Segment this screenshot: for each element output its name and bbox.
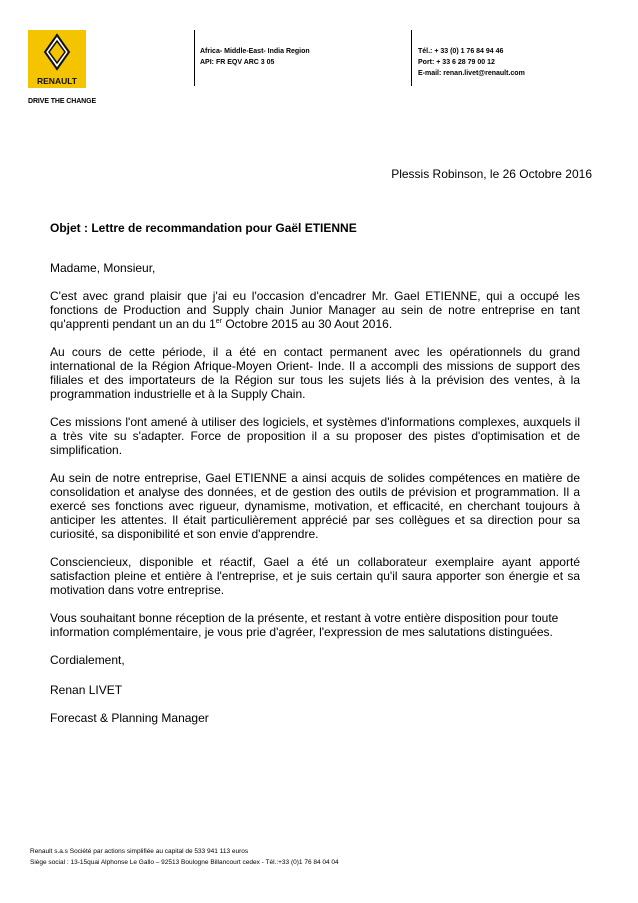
header-contact-block	[418, 46, 525, 79]
paragraph-2: Au cours de cette période, il a été en contact permanent avec les opérationnels du grand international de la Région Afrique-Moyen Orient- Inde. Il a accompli des missions de support des filiales et des importateurs de la Région sur tous les sujets liés à la prévision des ventes, à la programmation industrielle et à la Supply Chain.	[50, 345, 580, 401]
place-date: Plessis Robinson, le 26 Octobre 2016	[391, 167, 592, 181]
footer-company-info: Renault s.a.s Société par actions simplifiée au capital de 533 941 113 euros	[30, 848, 249, 855]
port-number: Port: + 33 6 28 79 00 12	[418, 59, 495, 66]
tel-number: Tél.: + 33 (0) 1 76 84 94 46	[418, 48, 504, 55]
region-name: Africa- Middle-East- India Region	[200, 48, 310, 55]
salutation: Madame, Monsieur,	[50, 261, 156, 275]
letter-subject: Objet : Lettre de recommandation pour Gaël ETIENNE	[50, 221, 357, 235]
signatory-title: Forecast & Planning Manager	[50, 711, 209, 725]
signatory-name: Renan LIVET	[50, 683, 123, 697]
renault-logo	[28, 30, 86, 88]
ordinal-superscript: er	[215, 318, 223, 325]
tagline: DRIVE THE CHANGE	[28, 98, 97, 105]
paragraph-5: Consciencieux, disponible et réactif, Gael a été un collaborateur exemplaire ayant apporté satisfaction pleine et entière à l'entreprise, et je suis certain qu'il saura apporter son énergie et sa motivation dans votre entreprise.	[50, 555, 580, 597]
footer-address: Siège social : 13-15quai Alphonse Le Gallo – 92513 Boulogne Billancourt cedex - Tél.:+33 (0)1 76 84 04 04	[30, 859, 339, 866]
renault-diamond-icon	[28, 30, 86, 88]
paragraph-1-text: C'est avec grand plaisir que j'ai eu l'occasion d'encadrer Mr. Gael ETIENNE, qui a occupé les fonctions de Production and Supply chain Junior Manager au sein de notre entreprise en tant qu'apprenti pendant un an du 1	[50, 289, 580, 331]
paragraph-1-text-end: Octobre 2015 au 30 Aout 2016.	[222, 317, 393, 331]
api-code: API: FR EQV ARC 3 05	[200, 59, 275, 66]
header-divider-right	[411, 30, 412, 86]
header-region-block	[200, 46, 310, 68]
paragraph-6: Vous souhaitant bonne réception de la présente, et restant à votre entière disposition pour toute information complémentaire, je vous prie d'agréer, l'expression de mes salutations distinguées.	[50, 611, 559, 639]
signature-block	[50, 683, 209, 725]
paragraph-3: Ces missions l'ont amené à utiliser des logiciels, et systèmes d'informations complexes, auxquels il a très vite su s'adapter. Force de proposition il a su proposer des pistes d'optimisation et de simplification.	[50, 415, 580, 457]
logo-wordmark: RENAULT	[37, 76, 77, 86]
footer	[30, 846, 339, 868]
closing: Cordialement,	[50, 653, 125, 667]
email-address: E-mail: renan.livet@renault.com	[418, 70, 525, 77]
paragraph-4: Au sein de notre entreprise, Gael ETIENNE a ainsi acquis de solides compétences en matière de consolidation et analyse des données, et de gestion des outils de prévision et programmation. Il a exercé ses fonctions avec rigueur, dynamisme, motivation, et efficacité, en cherchant toujours à anticiper les attentes. Il était particulièrement apprécié par ses collègues et sa direction pour sa curiosité, sa disponibilité et son envie d'apprendre.	[50, 471, 580, 541]
paragraph-1	[50, 289, 580, 331]
header-divider-left	[194, 30, 195, 86]
letter-body	[50, 261, 580, 681]
